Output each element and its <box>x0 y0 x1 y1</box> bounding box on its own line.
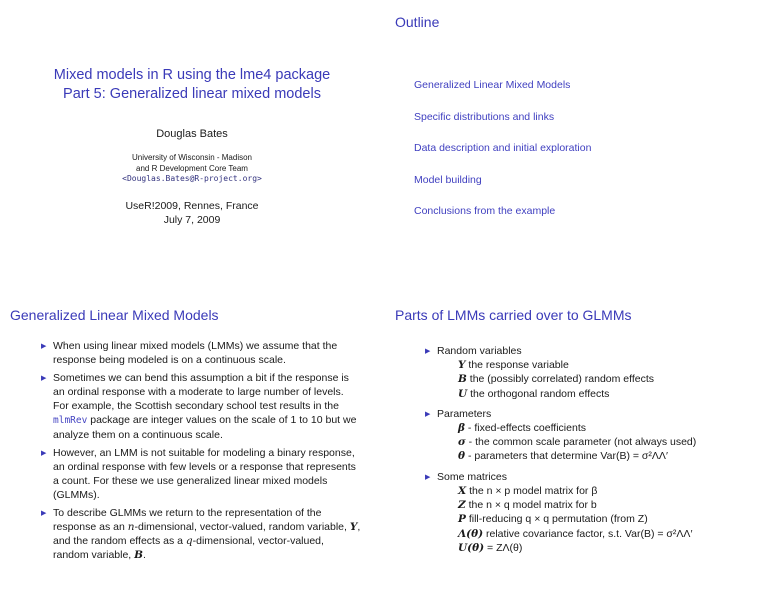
subitem <box>458 421 735 435</box>
group-header <box>425 407 735 421</box>
subitem-text: the response variable <box>468 359 569 371</box>
author-name: Douglas Bates <box>156 128 228 140</box>
group-list <box>425 344 735 555</box>
subitem-text: fill-reducing q × q permutation (from Z) <box>468 513 648 526</box>
event-block <box>0 199 384 227</box>
group-label: Some matrices <box>437 470 508 483</box>
bullet-item <box>41 339 361 367</box>
outline-list <box>414 80 768 217</box>
math-var-lambda-theta: Λ(θ) <box>458 527 484 540</box>
math-var-z: Z <box>458 499 466 512</box>
bullet-item <box>41 506 361 562</box>
glmm-intro-slide <box>0 296 384 593</box>
subitem-text: the n × p model matrix for β <box>469 484 598 497</box>
bullet-list <box>41 339 361 562</box>
math-var-theta: θ <box>458 450 466 463</box>
bullet-item <box>41 371 361 442</box>
subitem-list <box>458 421 735 464</box>
institute-block <box>0 153 384 185</box>
slide-title: Generalized Linear Mixed Models <box>10 307 219 323</box>
bullet-text-segment: . <box>143 549 146 561</box>
deck-title <box>0 66 384 104</box>
slide-title: Outline <box>395 14 440 30</box>
group-parameters <box>425 407 735 464</box>
lmm-parts-slide <box>384 296 768 593</box>
bullet-triangle-icon: ▶ <box>425 347 431 355</box>
script-var-y: Y <box>349 521 358 533</box>
subitem-list <box>458 484 735 555</box>
bullet-text <box>53 506 361 562</box>
script-var-b: B <box>458 373 467 386</box>
bullet-text-segment: Sometimes we can bend this assumption a bit if the response is an ordinal response with a moderate to large number of levels. For example, the Scottish secondary school test results in the <box>53 372 349 412</box>
bullet-text: When using linear mixed models (LMMs) we assume that the response being modeled is on a continuous scale. <box>53 340 338 366</box>
inline-code-mlmrev: mlmRev <box>53 415 88 426</box>
bullet-text-segment: , and the random effects as a <box>53 521 361 547</box>
subitem <box>458 387 735 401</box>
subitem-list <box>458 358 735 401</box>
math-var-u-theta: U(θ) <box>458 541 485 554</box>
outline-item-distributions[interactable]: Specific distributions and links <box>414 110 555 123</box>
bullet-triangle-icon: ▶ <box>41 374 47 382</box>
bullet-triangle-icon: ▶ <box>41 509 47 517</box>
group-header <box>425 470 735 484</box>
event-date: July 7, 2009 <box>163 213 221 226</box>
institute-line1: University of Wisconsin - Madison <box>131 153 253 162</box>
slide-title: Parts of LMMs carried over to GLMMs <box>395 307 632 323</box>
subitem <box>458 435 735 449</box>
group-header <box>425 344 735 358</box>
subitem-text: - the common scale parameter (not always used) <box>468 436 697 449</box>
outline-item-data-description[interactable]: Data description and initial exploration <box>414 142 592 154</box>
script-var-y: Y <box>458 359 466 371</box>
subitem <box>458 372 735 386</box>
bullet-triangle-icon: ▶ <box>425 472 431 481</box>
subitem <box>458 449 735 463</box>
script-var-b: B <box>134 549 143 561</box>
deck-title-line2: Part 5: Generalized linear mixed models <box>63 86 321 102</box>
bullet-triangle-icon: ▶ <box>425 409 431 418</box>
deck-title-line1: Mixed models in R using the lme4 package <box>53 67 331 83</box>
math-var-n: n <box>127 521 135 533</box>
subitem <box>458 527 735 541</box>
subitem-text: the (possibly correlated) random effects <box>469 373 655 386</box>
math-var-beta: β <box>458 421 465 434</box>
outline-item-glmm[interactable]: Generalized Linear Mixed Models <box>414 79 571 91</box>
subitem <box>458 512 735 526</box>
author-email: <Douglas.Bates@R-project.org> <box>122 174 262 183</box>
subitem <box>458 541 735 555</box>
outline-item-conclusions[interactable]: Conclusions from the example <box>414 205 556 217</box>
group-random-variables <box>425 344 735 401</box>
group-some-matrices <box>425 470 735 555</box>
bullet-triangle-icon: ▶ <box>41 342 47 350</box>
event-name: UseR!2009, Rennes, France <box>125 199 259 212</box>
subitem-text: the n × q model matrix for b <box>468 499 597 512</box>
bullet-item <box>41 446 361 502</box>
subitem <box>458 358 735 372</box>
subitem-text: - parameters that determine Var(B) = σ²ΛΛ′ <box>467 450 668 463</box>
outline-item-model-building[interactable]: Model building <box>414 173 482 186</box>
math-var-x: X <box>458 484 467 497</box>
title-slide <box>0 0 384 296</box>
subitem-text: = ZΛ(θ) <box>487 541 523 554</box>
script-var-u: U <box>458 387 468 400</box>
bullet-text-segment: -dimensional, vector-valued, random variable, <box>134 521 350 533</box>
bullet-triangle-icon: ▶ <box>41 449 47 457</box>
subitem-text: - fixed-effects coefficients <box>467 421 586 434</box>
math-var-q: q <box>185 535 193 547</box>
bullet-text: However, an LMM is not suitable for modeling a binary response, an ordinal response with few levels or a response that represents a count. For these we use generalized linear mixed models (GLMMs). <box>53 447 356 501</box>
math-var-p: P <box>458 513 466 526</box>
subitem <box>458 498 735 512</box>
subitem <box>458 484 735 498</box>
bullet-text-segment: To describe GLMMs we return to the representation of the response as an <box>53 507 322 533</box>
subitem-text: the orthogonal random effects <box>470 387 610 400</box>
subitem-text: relative covariance factor, s.t. Var(B) = σ²ΛΛ′ <box>486 527 693 540</box>
bullet-text-segment: package are integer values on the scale of 1 to 10 but we analyze them on a continuous scale. <box>53 414 357 441</box>
institute-line2: and R Development Core Team <box>136 163 248 173</box>
bullet-text <box>53 371 361 442</box>
math-var-sigma: σ <box>458 436 466 449</box>
bullet-text-segment: -dimensional, vector-valued, random variable, <box>53 535 324 561</box>
group-label: Random variables <box>437 345 522 357</box>
group-label: Parameters <box>437 407 492 420</box>
outline-slide <box>384 0 768 296</box>
